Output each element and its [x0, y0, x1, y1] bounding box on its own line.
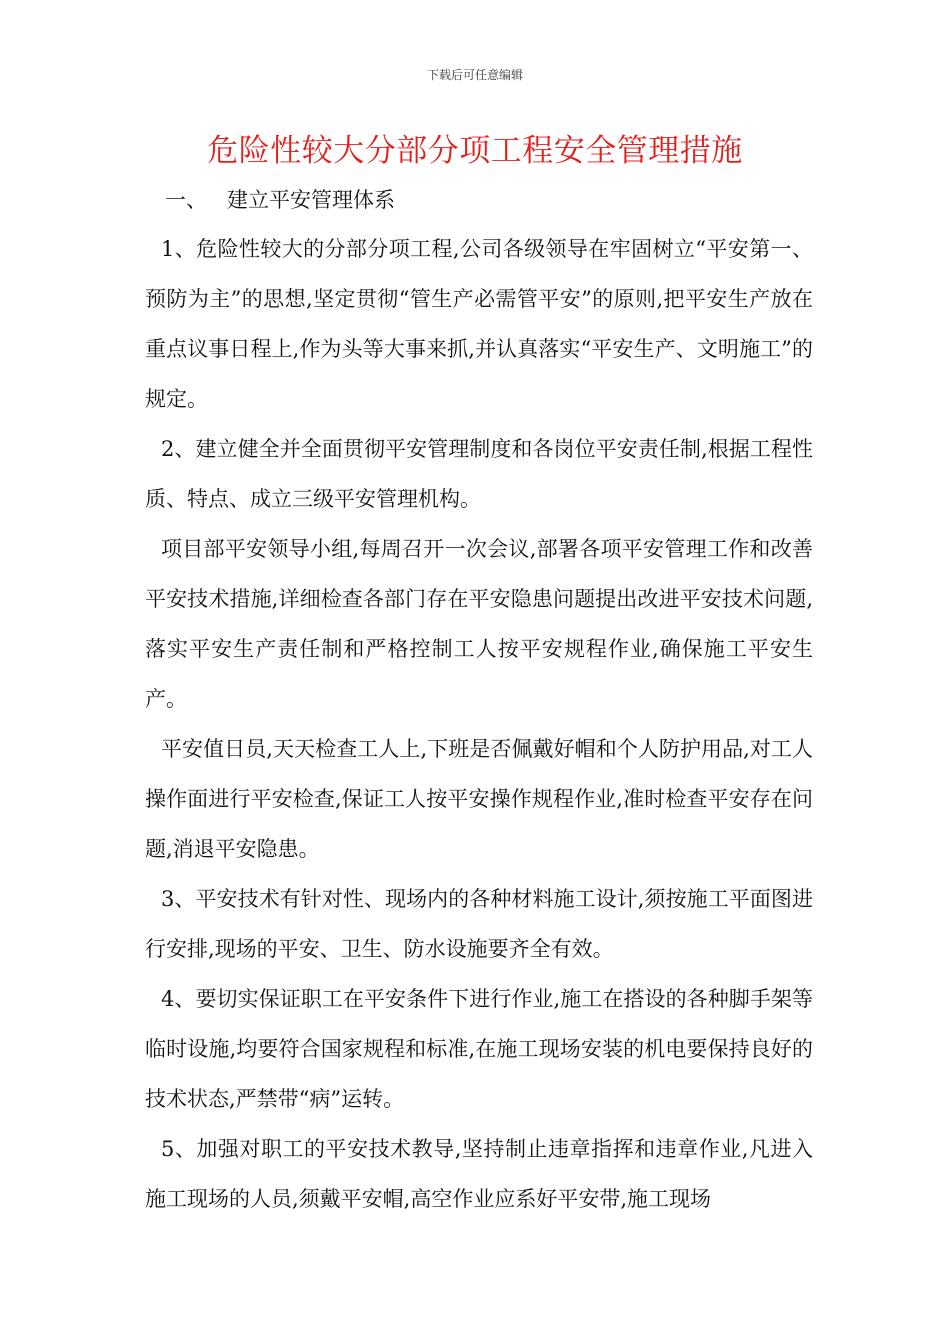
paragraph-6: 4、要切实保证职工在平安条件下进行作业,施工在搭设的各种脚手架等临时设施,均要符合国家规程和标准,在施工现场安装的机电要保持良好的技术状态,严禁带“病”运转。	[145, 987, 813, 1111]
document-title: 危险性较大分部分项工程安全管理措施	[207, 133, 743, 169]
paragraph-3: 项目部平安领导小组,每周召开一次会议,部署各项平安管理工作和改善平安技术措施,详细检查各部门存在平安隐患问题提出改进平安技术问题,落实平安生产责任制和严格控制工人按平安规程作业,确保施工平安生产。	[145, 537, 813, 711]
paragraph-4: 平安值日员,天天检查工人上,下班是否佩戴好帽和个人防护用品,对工人操作面进行平安检查,保证工人按平安操作规程作业,准时检查平安存在问题,消退平安隐患。	[145, 737, 813, 861]
section-heading: 一、 建立平安管理体系	[165, 188, 396, 212]
paragraph-5: 3、平安技术有针对性、现场内的各种材料施工设计,须按施工平面图进行安排,现场的平安、卫生、防水设施要齐全有效。	[145, 887, 813, 961]
paragraph-2: 2、建立健全并全面贯彻平安管理制度和各岗位平安责任制,根据工程性质、特点、成立三级平安管理机构。	[145, 437, 813, 511]
header-note: 下载后可任意编辑	[426, 68, 523, 82]
paragraph-1: 1、危险性较大的分部分项工程,公司各级领导在牢固树立“平安第一、预防为主”的思想,坚定贯彻“管生产必需管平安”的原则,把平安生产放在重点议事日程上,作为头等大事来抓,并认真落实“平安生产、文明施工”的规定。	[145, 237, 813, 411]
paragraph-7: 5、加强对职工的平安技术教导,坚持制止违章指挥和违章作业,凡进入施工现场的人员,须戴平安帽,高空作业应系好平安带,施工现场	[145, 1137, 813, 1211]
